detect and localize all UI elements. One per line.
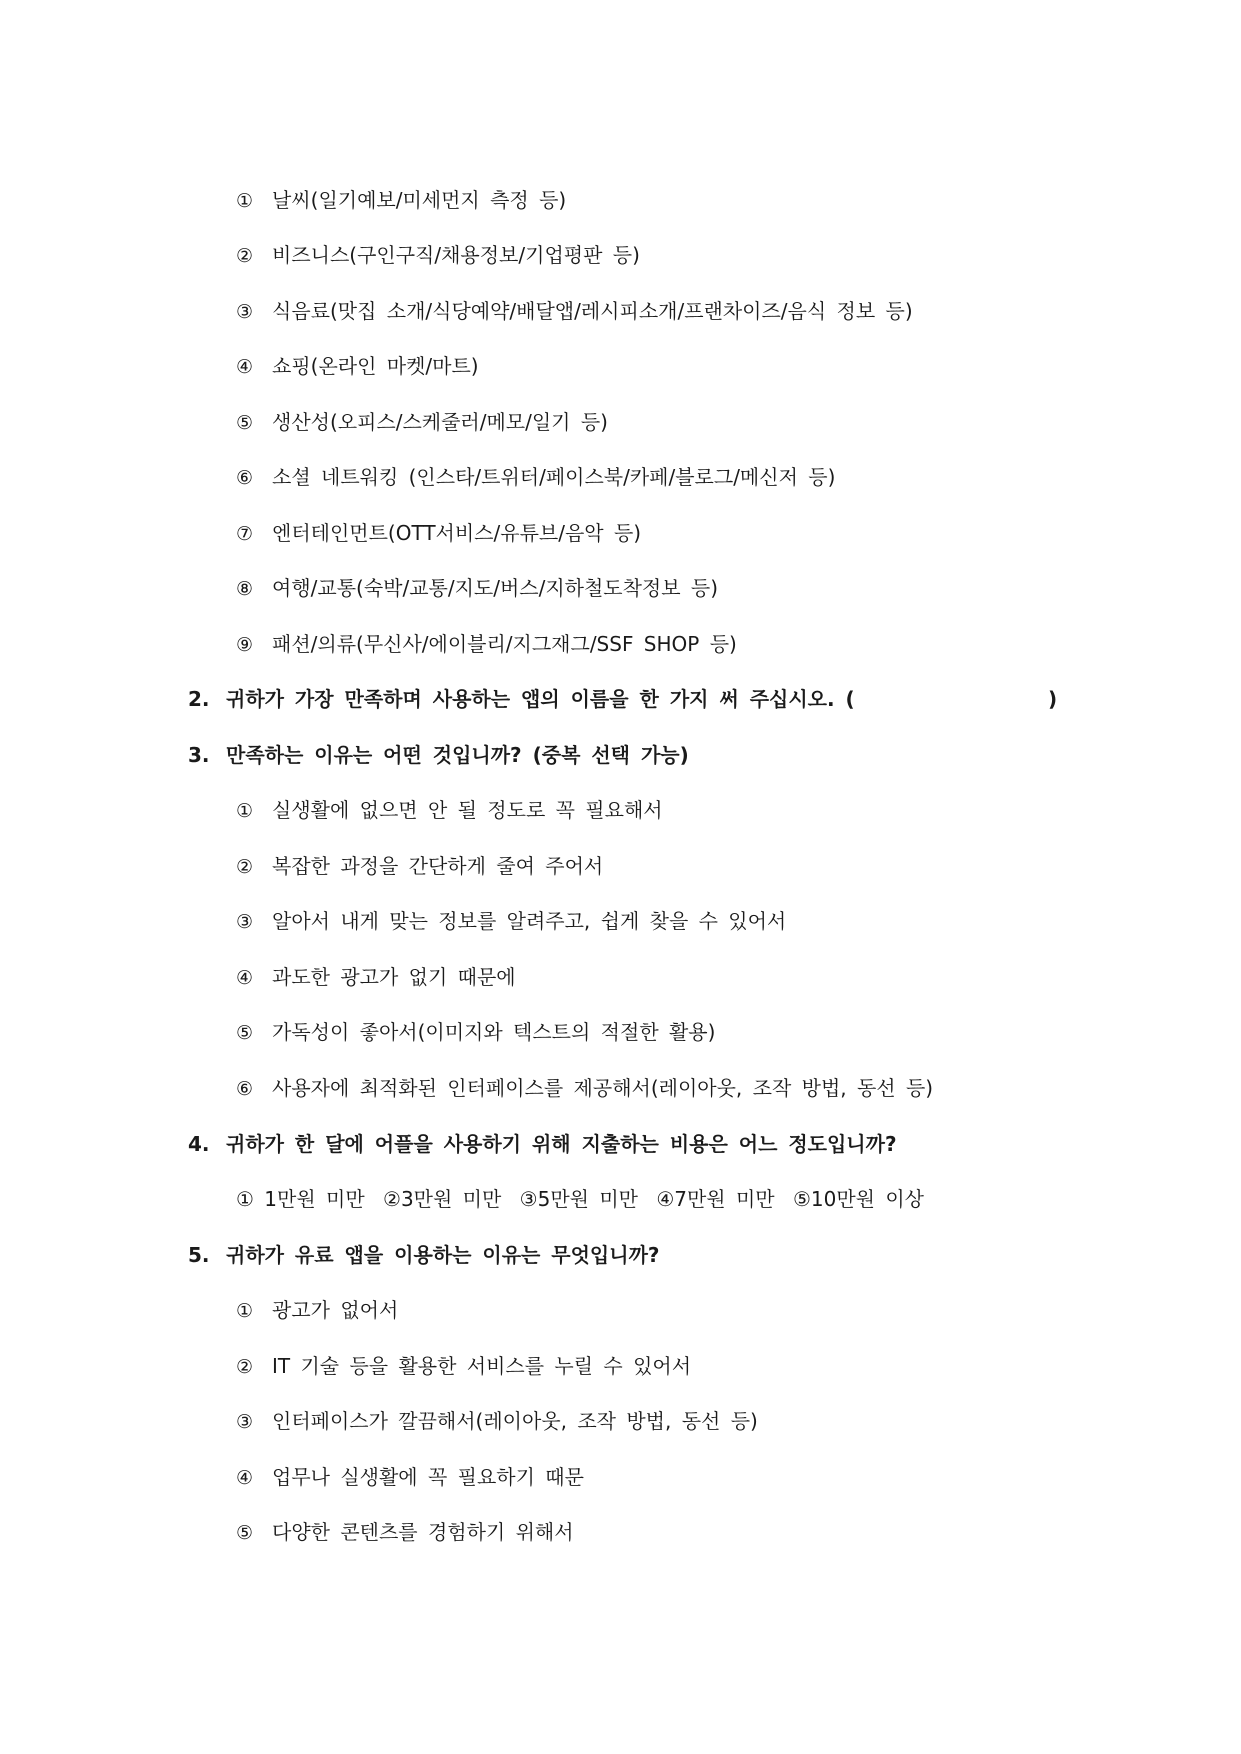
question-number: 2. — [188, 687, 210, 711]
question-text: 귀하가 유료 앱을 이용하는 이유는 무엇입니까? — [226, 1243, 660, 1267]
q1-option-1[interactable] — [236, 186, 566, 215]
option-number: ④ — [236, 356, 254, 378]
option-text: 날씨(일기예보/미세먼지 측정 등) — [272, 188, 567, 212]
q4-choice-1[interactable]: ① 1만원 미만 — [236, 1187, 365, 1211]
option-number: ③ — [236, 911, 254, 933]
q1-option-5[interactable] — [236, 408, 608, 437]
q3-option-1[interactable] — [236, 796, 663, 825]
q5-option-3[interactable] — [236, 1407, 758, 1436]
q1-option-4[interactable] — [236, 352, 479, 381]
option-number: ③ — [236, 301, 254, 323]
q5-option-5[interactable] — [236, 1518, 574, 1547]
option-text: 비즈니스(구인구직/채용정보/기업평판 등) — [272, 243, 640, 267]
option-text: 패션/의류(무신사/에이블리/지그재그/SSF SHOP 등) — [272, 632, 737, 656]
q5-option-1[interactable] — [236, 1296, 398, 1325]
question-number: 5. — [188, 1243, 210, 1267]
option-number: ⑤ — [236, 1022, 254, 1044]
q1-option-7[interactable] — [236, 519, 641, 548]
q4-choice-4[interactable]: ④7만원 미만 — [656, 1187, 775, 1211]
option-number: ⑦ — [236, 523, 254, 545]
option-text: 실생활에 없으면 안 될 정도로 꼭 필요해서 — [272, 798, 663, 822]
question-number: 4. — [188, 1132, 210, 1156]
question-text: 만족하는 이유는 어떤 것입니까? (중복 선택 가능) — [226, 743, 689, 767]
q1-option-6[interactable] — [236, 463, 835, 492]
option-number: ② — [236, 856, 254, 878]
option-number: ① — [236, 190, 254, 212]
option-number: ④ — [236, 967, 254, 989]
option-number: ② — [236, 1356, 254, 1378]
answer-blank-close[interactable]: ) — [1048, 687, 1058, 711]
option-text: 사용자에 최적화된 인터페이스를 제공해서(레이아웃, 조작 방법, 동선 등) — [272, 1076, 934, 1100]
option-number: ④ — [236, 1467, 254, 1489]
q4-choice-5[interactable]: ⑤10만원 이상 — [792, 1187, 925, 1211]
option-number: ① — [236, 800, 254, 822]
option-text: 소셜 네트워킹 (인스타/트위터/페이스북/카페/블로그/메신저 등) — [272, 465, 836, 489]
q3-option-4[interactable] — [236, 963, 516, 992]
option-text: 알아서 내게 맞는 정보를 알려주고, 쉽게 찾을 수 있어서 — [272, 909, 787, 933]
q4-choice-2[interactable]: ②3만원 미만 — [383, 1187, 502, 1211]
question-number: 3. — [188, 743, 210, 767]
q5-option-4[interactable] — [236, 1463, 584, 1492]
option-number: ③ — [236, 1411, 254, 1433]
option-number: ⑥ — [236, 1078, 254, 1100]
question-5 — [188, 1241, 660, 1269]
question-3 — [188, 741, 689, 769]
q1-option-9[interactable] — [236, 630, 737, 659]
q5-option-2[interactable] — [236, 1352, 691, 1381]
question-2 — [188, 685, 1058, 713]
question-text: 귀하가 한 달에 어플을 사용하기 위해 지출하는 비용은 어느 정도입니까? — [226, 1132, 897, 1156]
q3-option-5[interactable] — [236, 1018, 715, 1047]
option-text: 식음료(맛집 소개/식당예약/배달앱/레시피소개/프랜차이즈/음식 정보 등) — [272, 299, 913, 323]
option-number: ⑧ — [236, 578, 254, 600]
q1-option-8[interactable] — [236, 574, 718, 603]
option-number: ① — [236, 1300, 254, 1322]
option-text: 여행/교통(숙박/교통/지도/버스/지하철도착정보 등) — [272, 576, 719, 600]
option-text: 업무나 실생활에 꼭 필요하기 때문 — [272, 1465, 584, 1489]
option-text: 인터페이스가 깔끔해서(레이아웃, 조작 방법, 동선 등) — [272, 1409, 758, 1433]
option-text: 과도한 광고가 없기 때문에 — [272, 965, 516, 989]
option-text: 광고가 없어서 — [272, 1298, 399, 1322]
option-text: 다양한 콘텐츠를 경험하기 위해서 — [272, 1520, 574, 1544]
question-4 — [188, 1130, 897, 1158]
option-text: 쇼핑(온라인 마켓/마트) — [272, 354, 479, 378]
option-number: ⑤ — [236, 1522, 254, 1544]
option-text: 엔터테인먼트(OTT서비스/유튜브/음악 등) — [272, 521, 642, 545]
q4-choices — [236, 1185, 932, 1213]
q3-option-6[interactable] — [236, 1074, 933, 1103]
option-text: IT 기술 등을 활용한 서비스를 누릴 수 있어서 — [272, 1354, 692, 1378]
option-text: 복잡한 과정을 간단하게 줄여 주어서 — [272, 854, 604, 878]
q4-choice-3[interactable]: ③5만원 미만 — [519, 1187, 638, 1211]
option-number: ② — [236, 245, 254, 267]
option-text: 가독성이 좋아서(이미지와 텍스트의 적절한 활용) — [272, 1020, 716, 1044]
q3-option-3[interactable] — [236, 907, 786, 936]
option-number: ⑥ — [236, 467, 254, 489]
q1-option-2[interactable] — [236, 241, 640, 270]
q3-option-2[interactable] — [236, 852, 603, 881]
option-number: ⑨ — [236, 634, 254, 656]
question-text: 귀하가 가장 만족하며 사용하는 앱의 이름을 한 가지 써 주십시오. ( — [226, 687, 855, 711]
q1-option-3[interactable] — [236, 297, 913, 326]
option-number: ⑤ — [236, 412, 254, 434]
option-text: 생산성(오피스/스케줄러/메모/일기 등) — [272, 410, 608, 434]
